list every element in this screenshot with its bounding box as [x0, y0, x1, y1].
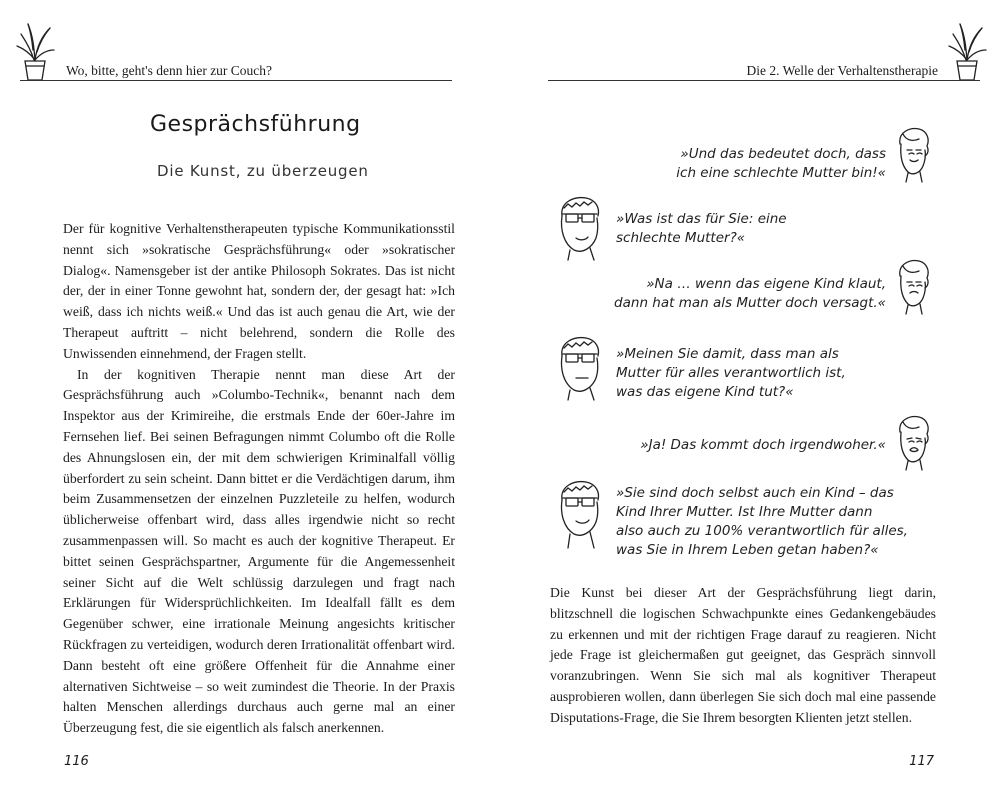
running-header: Die 2. Welle der Verhaltenstherapie	[746, 63, 938, 78]
dialogue-line: »Und das bedeutet doch, dass	[680, 146, 886, 162]
dialogue-line: »Na … wenn das eigene Kind klaut,	[646, 276, 886, 292]
dialogue-line: dann hat man als Mutter doch versagt.«	[614, 295, 886, 311]
right-page	[500, 0, 1000, 800]
dialogue-line: ich eine schlechte Mutter bin!«	[676, 165, 886, 181]
mother-face-icon	[892, 414, 932, 472]
page-number: 117	[909, 754, 934, 769]
dialogue-line: Kind Ihrer Mutter. Ist Ihre Mutter dann	[616, 504, 873, 520]
body-text	[63, 219, 455, 739]
paragraph: In der kognitiven Therapie nennt man diese Art der Gesprächsführung auch »Columbo-Technik«, benannt nach dem Inspektor aus der Krimireihe, die erstmals Ende der 60er-Jahre im Fernsehen lief. Bei seinen Befragungen nimmt Columbo oft die Rolle des Ahnungslosen ein, der mit dem schwierigen Kriminalfall völlig überfordert zu sein scheint. Dann bittet er die Verdächtigen darum, ihm beim Zusammensetzen der einzelnen Puzzleteile zu helfen, wodurch üblicherweise offenbart wird, dass alles irgendwie nicht so recht zusammenpassen will. So macht es auch der kognitive Therapeut. Er bittet seinen Gesprächspartner, Argumente für die Angemessenheit seiner Sicht auf die Welt schlüssig darzulegen und fragt nach Erklärungen für Widersprüchlichkeiten. Im Idealfall fällt es dem Gegenüber schwer, eine irrationale Meinung angesichts kritischer Rückfragen zu verteidigen, wodurch deren Irrationalität offenbart wird. Dann besteht oft eine größere Offenheit für die Annahme einer alternativen Sichtweise – so weit zumindest die Theorie. In der Praxis halten Menschen allerdings durchaus auch gerne mal an einer Überzeugung fest, die sie eigentlich als falsch anerkennen.	[63, 366, 455, 736]
dialogue-line: »Sie sind doch selbst auch ein Kind – das	[616, 485, 894, 501]
chapter-title: Gesprächsführung	[150, 112, 361, 137]
header-rule	[20, 80, 452, 81]
dialogue-mother	[614, 275, 886, 313]
therapist-face-icon	[550, 478, 608, 550]
paragraph: Der für kognitive Verhaltenstherapeuten typische Kommunikationsstil nennt sich »sokratische Gesprächsführung« oder »sokratischer Dialog«. Namensgeber ist der antike Philosoph Sokrates. Das ist nicht der, der in einer Tonne gewohnt hat, sondern der, der gesagt hat: »Ich weiß, dass ich nichts weiß.« Und das ist auch genau die Art, wie der Therapeut auftritt – nicht belehrend, sondern die Rolle des Unwissenden einnehmend, der Fragen stellt.	[63, 221, 455, 361]
dialogue-therapist	[616, 210, 787, 248]
dialogue-line: »Was ist das für Sie: eine	[616, 211, 787, 227]
potted-plant-icon	[14, 20, 56, 84]
dialogue-therapist	[616, 345, 846, 402]
page-number: 116	[64, 754, 89, 769]
mother-face-icon	[892, 126, 932, 184]
dialogue-line: schlechte Mutter?«	[616, 230, 746, 246]
dialogue-line: Mutter für alles verantwortlich ist,	[616, 365, 846, 381]
dialogue-mother	[640, 436, 886, 455]
dialogue-line: was Sie in Ihrem Leben getan haben?«	[616, 542, 879, 558]
dialogue-line: »Ja! Das kommt doch irgendwoher.«	[640, 437, 886, 453]
body-text	[550, 583, 936, 729]
mother-face-icon	[892, 258, 932, 316]
therapist-face-icon	[550, 194, 608, 262]
dialogue-line: was das eigene Kind tut?«	[616, 384, 794, 400]
dialogue-mother	[676, 145, 886, 183]
paragraph: Die Kunst bei dieser Art der Gesprächsführung liegt darin, blitzschnell die logischen Schwachpunkte eines Gedankengebäudes zu erkennen und mit der richtigen Frage darauf zu reagieren. Nicht jede Frage ist gleichermaßen gut geeignet, das Gespräch sinnvoll voranzubringen. Wenn Sie sich mal als kognitiver Therapeut ausprobieren wollen, dann überlegen Sie sich doch mal eine passende Disputations-Frage, die Sie Ihrem besorgten Klienten jetzt stellen.	[550, 585, 936, 725]
potted-plant-icon	[946, 20, 988, 84]
therapist-face-icon	[550, 334, 608, 402]
dialogue-therapist	[616, 484, 908, 560]
chapter-subtitle: Die Kunst, zu überzeugen	[157, 162, 369, 180]
running-header: Wo, bitte, geht's denn hier zur Couch?	[66, 63, 273, 78]
dialogue-line: also auch zu 100% verantwortlich für alles,	[616, 523, 908, 539]
dialogue-line: »Meinen Sie damit, dass man als	[616, 346, 839, 362]
header-rule	[548, 80, 980, 81]
